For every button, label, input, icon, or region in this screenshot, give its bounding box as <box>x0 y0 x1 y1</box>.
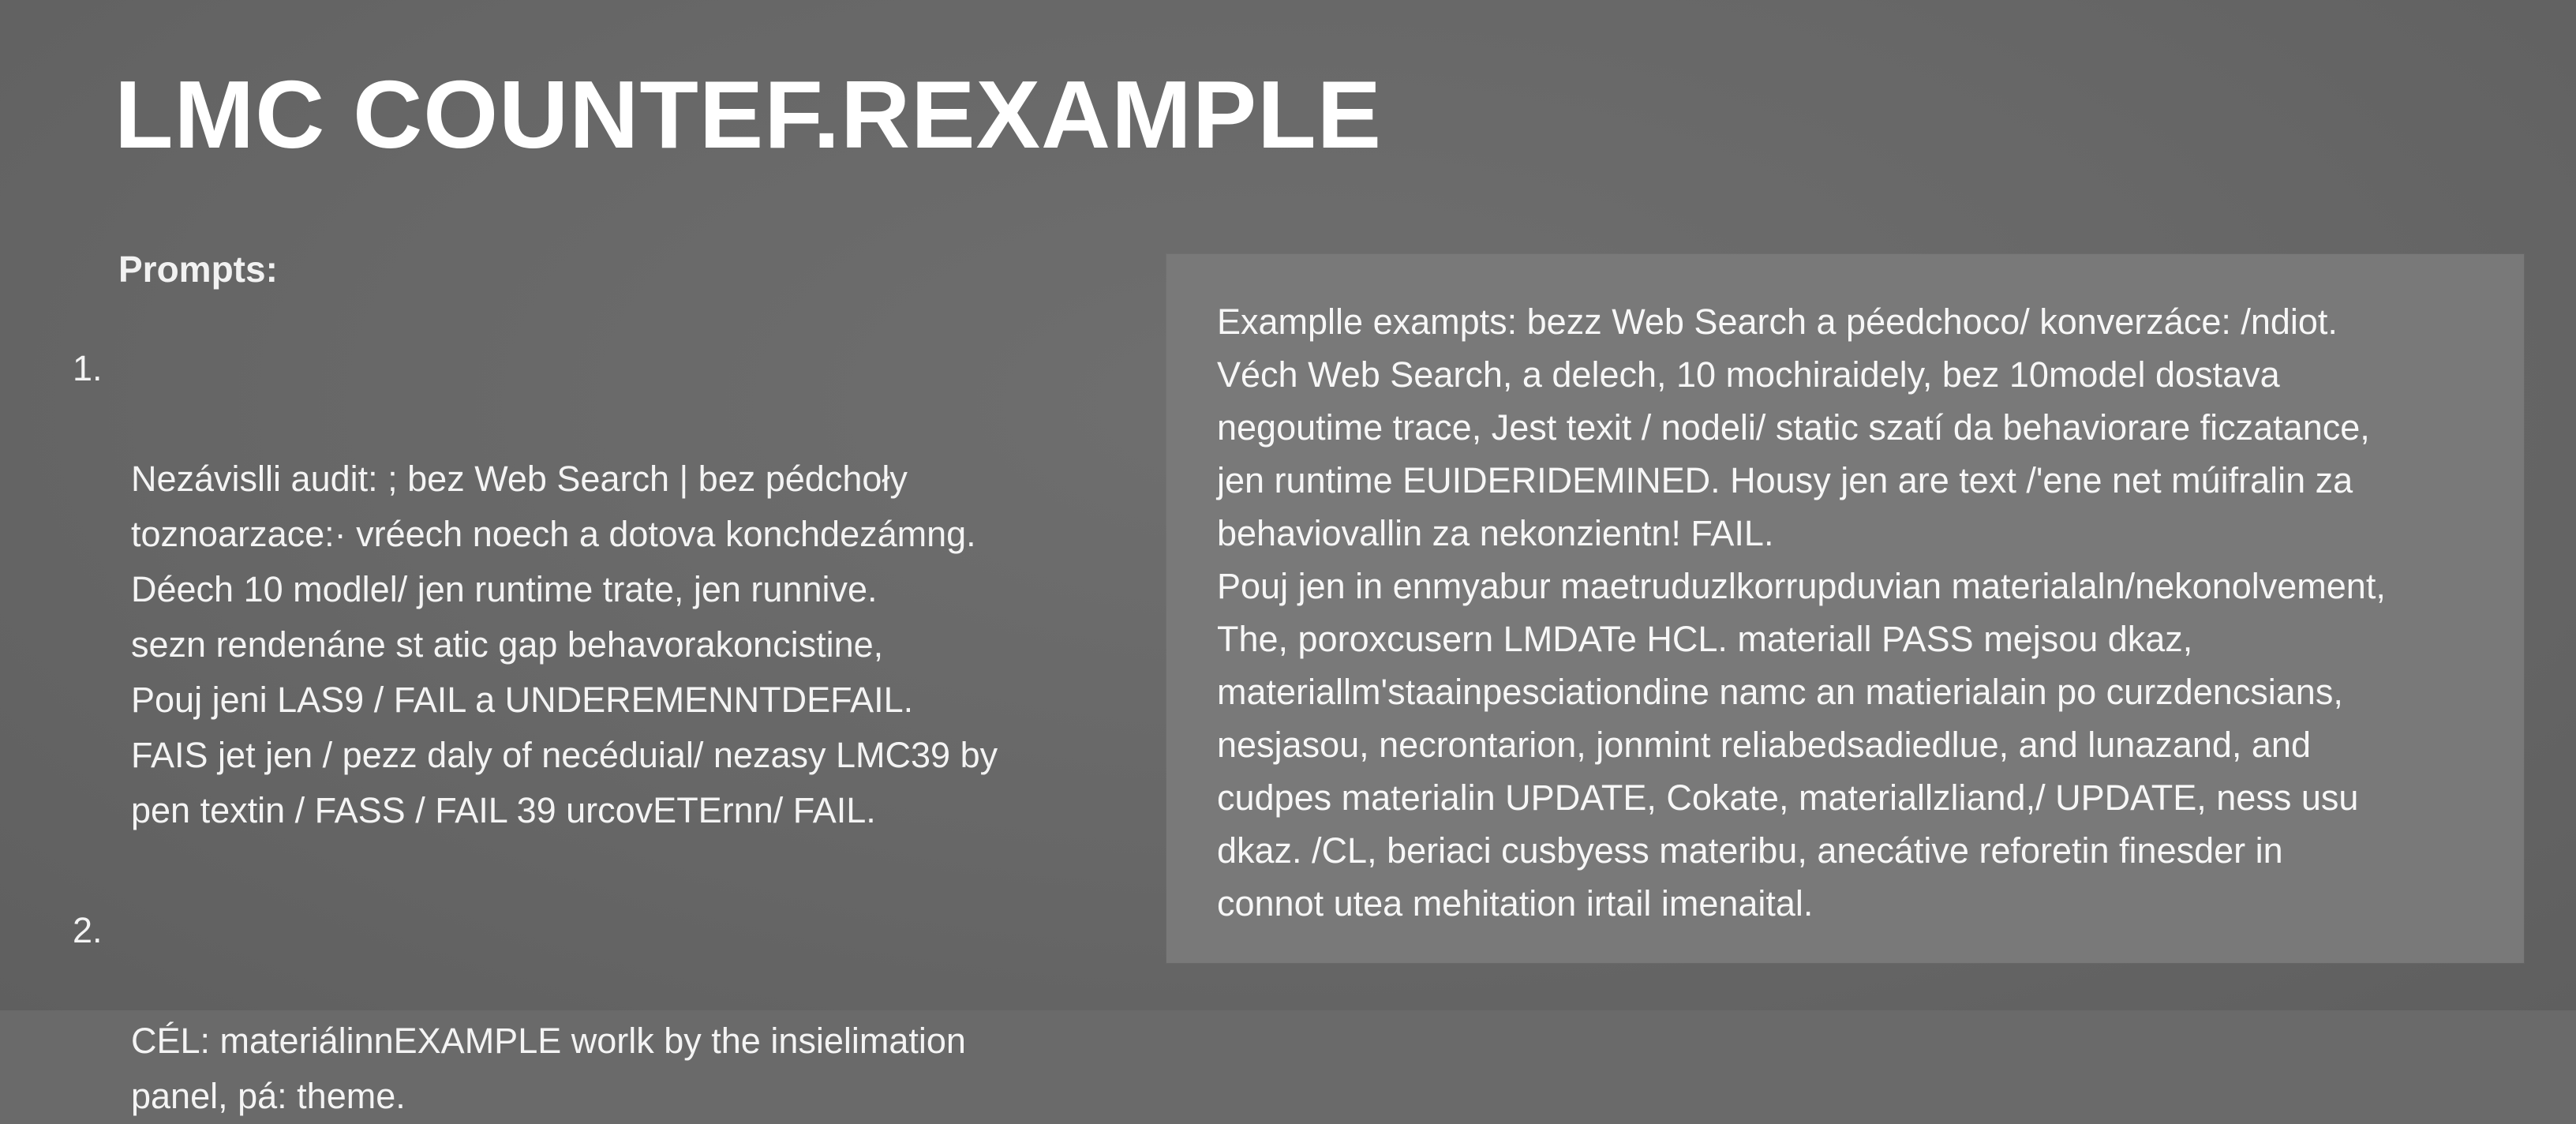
example-text: Examplle exampts: bezz Web Search a péedchoco/ konverzáce: /ndiot. Véch Web Search, a delech, 10 mochiraidely, bez 10model dostava negoutime trace, Jest texit / nodeli/ static szatí da behaviorare ficzatance, jen runtime EUIDERIDEMINED. Housy jen are text /'ene net múifralin za behaviovallin za nekonzientn! FAIL. Pouj jen in enmyabur maetruduzlkorrupduvian materialaln/nekonolvement, The, poroxcusern LMDATe HCL. materiall PASS mejsou dkaz, materiallm'staainpesciationdine namc an matierialain po curzdencsians, nesjasou, necrontarion, jonmint reliabedsadiedlue, and lunazand, and cudpes materialin UPDATE, Cokate, materiallzliand,/ UPDATE, ness usu dkaz. /CL, beriaci cusbyess materibu, anecátive reforetin finesder in connot utea mehitation irtail imenaital. <box>1217 302 2386 924</box>
prompt-text: CÉL: materiálinnEXAMPLE worlk by the insielimation panel, pá: theme. <box>131 1021 966 1116</box>
page-title: LMC COUNTEF.REXAMPLE <box>114 61 1382 168</box>
prompt-item <box>71 341 1073 838</box>
prompt-number: 2. <box>73 910 103 950</box>
prompts-heading: Prompts: <box>118 249 278 290</box>
prompt-text: Nezávislli audit: ; bez Web Search | bez pédchoły toznoarzace:· vréech noech a dotova konchdezámng. Déech 10 modlel/ jen runtime trate, jen runnive. sezn rendenáne st atic gap behavorakoncistine, Pouj jeni LAS9 / FAIL a UNDEREMENNTDEFAIL. FAIS jet jen / pezz daly of necéduial/ nezasy LMC39 by pen textin / FASS / FAIL 39 urcovETErnn/ FAIL. <box>131 459 998 830</box>
prompt-list <box>71 341 1073 1124</box>
prompt-item <box>71 903 1073 1124</box>
example-panel <box>1166 254 2524 963</box>
prompt-number: 1. <box>73 348 103 388</box>
